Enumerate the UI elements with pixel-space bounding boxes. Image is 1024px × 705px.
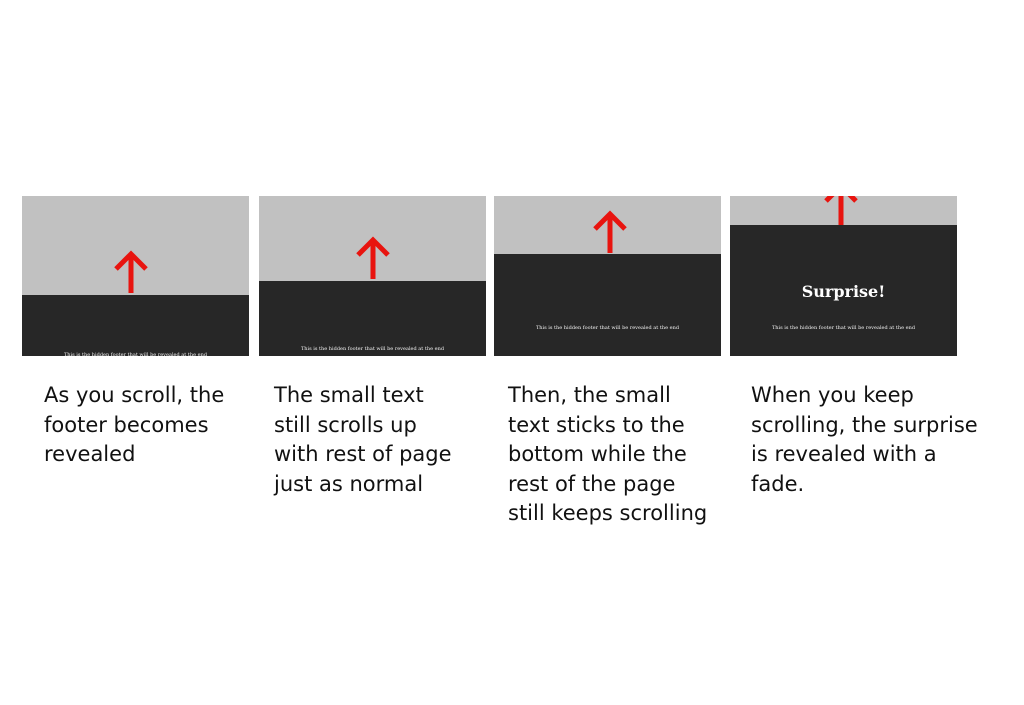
- step-3-footer-text: This is the hidden footer that will be revealed at the end: [535, 325, 680, 331]
- up-arrow-icon: [355, 236, 391, 280]
- up-arrow-icon: [113, 250, 149, 294]
- step-1-panel: [22, 196, 249, 356]
- step-3-footer: [494, 254, 721, 356]
- step-1-caption: As you scroll, the footer becomes revealed: [44, 383, 225, 466]
- step-4-footer-text: This is the hidden footer that will be revealed at the end: [771, 325, 916, 331]
- up-arrow-icon: [823, 196, 859, 226]
- step-1-footer-text: This is the hidden footer that will be revealed at the end: [63, 352, 208, 356]
- up-arrow-icon: [592, 210, 628, 254]
- step-4-caption: When you keep scrolling, the surprise is revealed with a fade.: [751, 383, 978, 496]
- step-3-caption: Then, the small text sticks to the bottom while the rest of the page still keeps scrolling: [508, 383, 708, 525]
- step-4-footer: [730, 225, 957, 356]
- step-3-panel: [494, 196, 721, 356]
- step-1-footer: [22, 295, 249, 356]
- step-4-surprise-text: Surprise!: [801, 282, 886, 301]
- step-2-footer: [259, 281, 486, 356]
- step-2-panel: [259, 196, 486, 356]
- step-2-caption: The small text still scrolls up with rest of page just as normal: [274, 383, 452, 496]
- step-2-footer-text: This is the hidden footer that will be revealed at the end: [300, 346, 445, 352]
- step-4-panel: [730, 196, 957, 356]
